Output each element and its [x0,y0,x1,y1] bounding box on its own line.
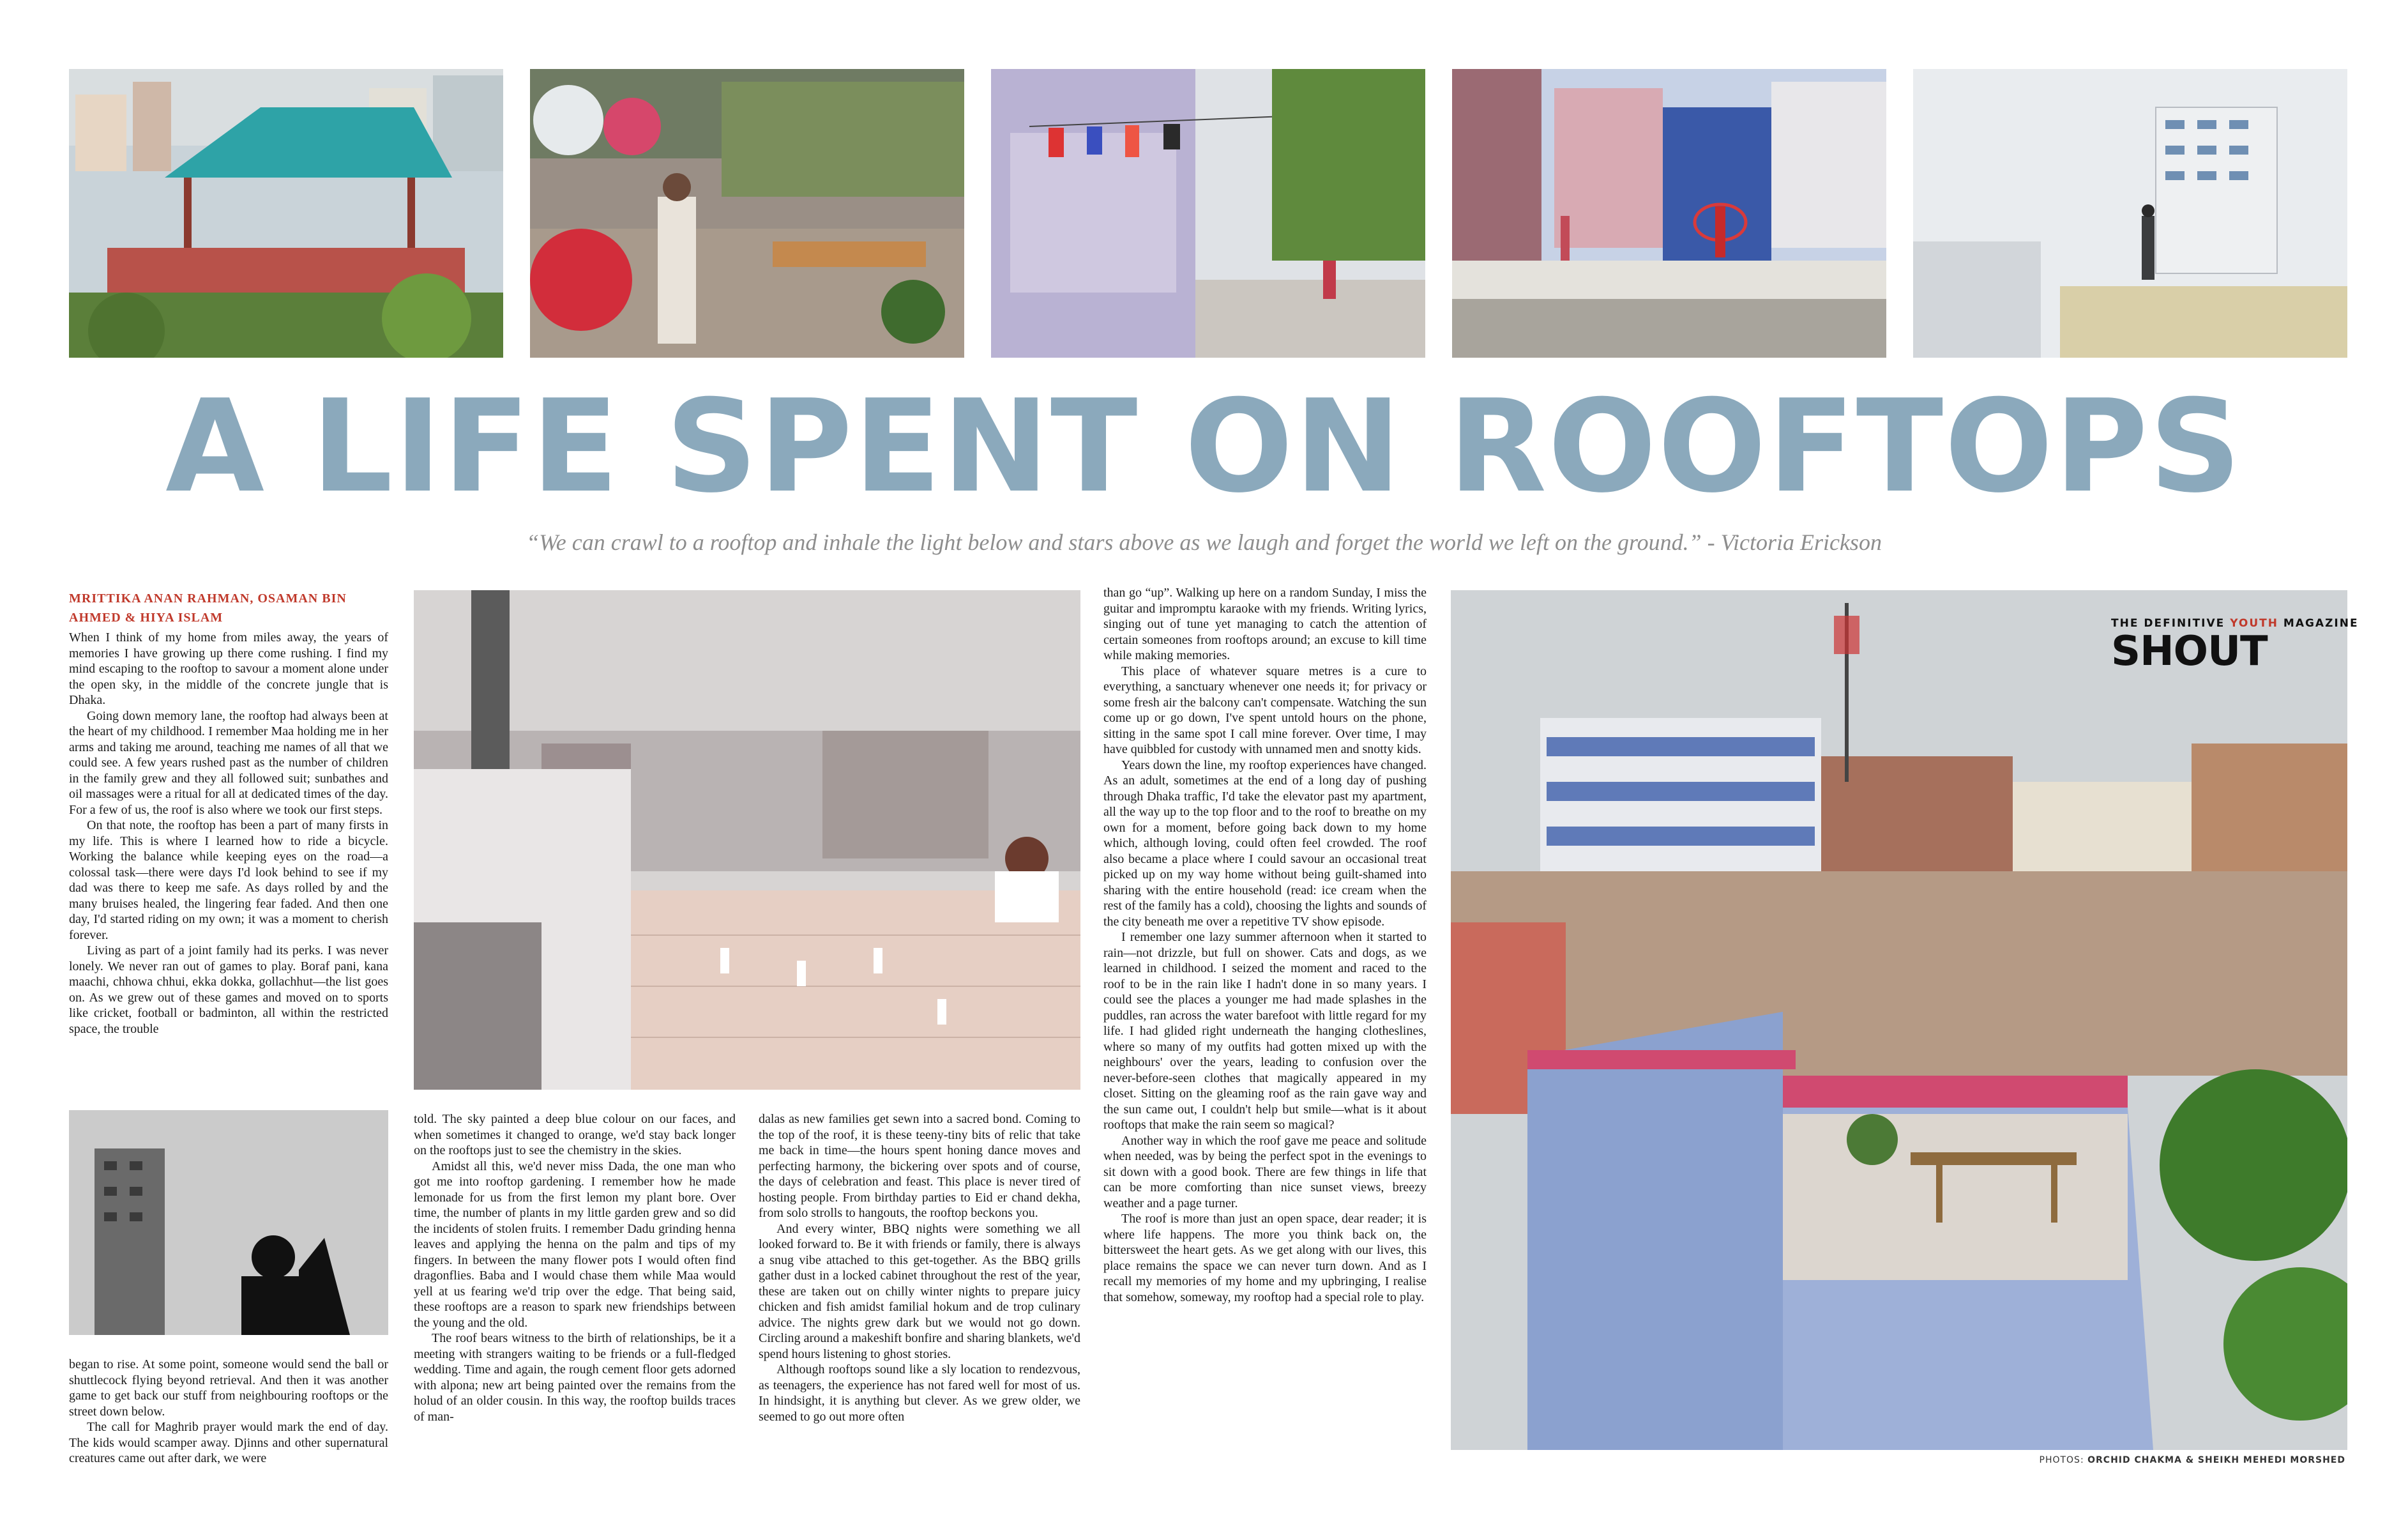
paragraph: The call for Maghrib prayer would mark the end of day. The kids would scamper away. Djinns and other supernatural creatures came out after dark, we were [69,1420,388,1465]
paragraph: The roof is more than just an open space, dear reader; it is where life happens. The more you think back on, the bittersweet the heart gets. As we get along with our lives, this place remains the space we can never turn down. And as I recall my memories of my home and my upbringing, I realise that somehow, someway, my rooftop had a special role to play. [1103,1212,1427,1304]
article-column-3 [759,1111,1080,1424]
paragraph: Another way in which the roof gave me peace and solitude when needed, was by being the perfect spot in the evenings to sit down with a good book. There are few things in life that can be more comforting than nice sunset views, breezy weather and a page turner. [1103,1133,1427,1210]
paragraph: dalas as new families get sewn into a sacred bond. Coming to the top of the roof, it is these teeny-tiny bits of relic that take me back in time—the hours spent honing dance moves and perfecting harmony, the bickering over spots and of course, the days of celebration and feast. This place is never tired of hosting people. From birthday parties to Eid er chand dekha, from solo strolls to hangouts, the rooftop beckons you. [759,1112,1080,1220]
photo-silhouettes-bw [69,1110,388,1335]
paragraph: And every winter, BBQ nights were something we all looked forward to. Be it with friends or family, there is always a snug vibe attached to this get-together. As the BBQ grills gather dust in a locked cabinet throughout the rest of the year, these are taken out on chilly winter nights to prepare juicy chicken and fish amidst familial hokum and de trop culinary advice. The nights grew dark but we would not go down. Circling around a makeshift bonfire and sharing blankets, we'd spend hours listening to ghost stories. [759,1221,1080,1361]
tagline-post: MAGAZINE [2283,617,2359,630]
paragraph: Going down memory lane, the rooftop had always been at the heart of my childhood. I remember Maa holding me in her arms and taking me around, teaching me names of all that we could see. A few years rushed past as the number of children in the family grew and they all followed suit; sunbathes and oil massages were a ritual for all at dedicated times of the day. For a few of us, the roof is also where we took our first steps. [69,708,388,817]
photo-dhaka-rooftops [1451,590,2347,1450]
paragraph: When I think of my home from miles away, the years of memories I have growing up there come rushing. I find my mind escaping to the rooftop to savour a moment alone under the open sky, in the middle of the concrete jungle that is Dhaka. [69,630,388,707]
shout-logo [2111,617,2359,675]
paragraph: This place of whatever square metres is a cure to everything, a sanctuary whenever one needs it; for privacy or some fresh air the balcony can't compensate. Watching the sun come up or go down, I've spent untold hours on the phone, sitting in the same spot I call mine forever. Over time, I may have quibbled for custody with unnamed men and snotty kids. [1103,664,1427,756]
article-column-1 [69,630,388,1037]
photo-credit [2040,1455,2346,1465]
photo-credit-names: ORCHID CHAKMA & SHEIKH MEHEDI MORSHED [2087,1455,2345,1465]
paragraph: On that note, the rooftop has been a part of many firsts in my life. This is where I learned how to ride a bicycle. Working the balance while keeping eyes on the road—a colossal task—there were days I'd look behind to see if my dad was there to keep me safe. As days rolled by and the many bruises healed, the lingering fear faded. And then one day, I'd started riding on my own; it was a moment to cherish forever. [69,818,388,942]
paragraph: told. The sky painted a deep blue colour on our faces, and when sometimes it changed to orange, we'd stay back longer on the rooftops just to see the chemistry in the skies. [414,1112,736,1157]
photo-rooftop-hula-hoop [1452,69,1886,358]
paragraph: The roof bears witness to the birth of relationships, be it a meeting with strangers waiting to be friends or a full-fledged wedding. Time and again, the rough cement floor gets adorned with alpona; new art being painted over the remains from the holud of an older cousin. In this way, the rooftop builds traces of man- [414,1331,736,1424]
tagline-pre: THE DEFINITIVE [2111,617,2225,630]
byline: MRITTIKA ANAN RAHMAN, OSAMAN BIN AHMED & HIYA ISLAM [69,591,347,625]
photo-rooftop-garden [530,69,964,358]
paragraph: Living as part of a joint family had its perks. I was never lonely. We never ran out of games to play. Boraf pani, kana maachi, chhowa chhui, ekka dokka, gollachhut—the list goes on. As we grew out of these games and moved on to sports like cricket, football or badminton, all within the restricted space, the trouble [69,943,388,1036]
paragraph: than go “up”. Walking up here on a random Sunday, I miss the guitar and impromptu karaoke with my friends. Writing lyrics, singing out of tune yet managing to catch the attention of certain someones from rooftops around; an excuse to kill time while making memories. [1103,586,1427,662]
photo-rooftop-clothesline [991,69,1425,358]
paragraph: began to rise. At some point, someone would send the ball or shuttlecock flying beyond retrieval. And then it was another game to get back our stuff from neighbouring rooftops or the street down below. [69,1357,388,1419]
paragraph: Years down the line, my rooftop experiences have changed. As an adult, sometimes at the end of a long day of pushing through Dhaka traffic, I'd take the elevator past my apartment, all the way up to the top floor and to the roof to breathe on my own for a moment, before going back down to my home which, although loving, could often feel crowded. The roof also became a place where I could savour an occasional treat picked up on my way home without being guilt-shamed into sharing with the entire household (read: ice cream when the rest of the family has a cold), choosing the lights and sounds of the city beneath me over a repetitive TV show episode. [1103,758,1427,929]
logo-wordmark: SHOUT [2111,628,2268,675]
tagline-accent: YOUTH [2230,617,2278,630]
pull-quote: “We can crawl to a rooftop and inhale the light below and stars above as we laugh and forget the world we left on the ground.” - Victoria Erickson [526,530,1882,555]
photo-credit-label: PHOTOS: [2039,1455,2084,1465]
article-column-2 [414,1111,736,1424]
photo-rooftop-gazebo [69,69,503,358]
article-column-1-continued [69,1357,388,1467]
headline: A LIFE SPENT ON ROOFTOPS [165,372,2243,521]
photo-prayer-rooftop [414,590,1080,1090]
paragraph: Amidst all this, we'd never miss Dada, the one man who got me into rooftop gardening. I remember how he made lemonade for us from the first lemon my plant bore. Over time, the number of plants in my little garden grew and so did the incidents of stolen fruits. I remember Dadu grinding henna leaves and applying the henna on the palm and tips of my fingers. In between the many flower pots I would often find dragonflies. Baba and I would chase them while Maa would yell at us fearing we'd trip over the edge. That being said, these rooftops are a reason to spark new friendships between the young and the old. [414,1159,736,1330]
paragraph: I remember one lazy summer afternoon when it started to rain—not drizzle, but full on shower. Cats and dogs, as we learned in childhood. I seized the moment and raced to the roof to be in the rain like I hadn't done in so many years. I could see the places a younger me had made splashes in the puddles, ran across the water barefoot with little regard for my life. I had glided right underneath the hanging clotheslines, where so many of my outfits had gotten mixed up with the neighbours' over the years, leading to confusion over the never-before-seen clothes that magically appeared in my closet. Sitting on the gleaming roof as the rain gave way and the sun came out, I couldn't help but smile—what is it about rooftops that make the rain seem so magical? [1103,930,1427,1132]
article-column-4 [1103,585,1427,1305]
photo-rooftop-kite [1913,69,2347,358]
paragraph: Although rooftops sound like a sly location to rendezvous, as teenagers, the experience has not fared well for most of us. In hindsight, it is anything but clever. As we grew older, we seemed to go out more often [759,1362,1080,1424]
